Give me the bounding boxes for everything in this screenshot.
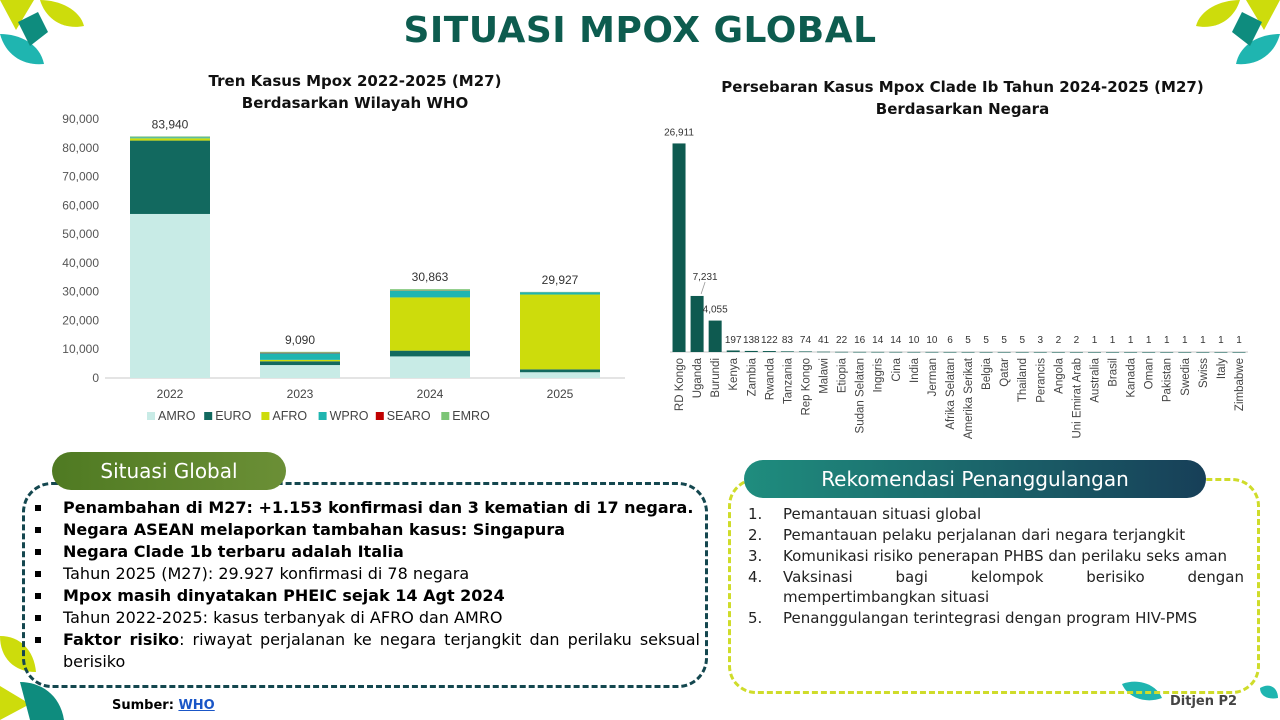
situasi-item: Mpox masih dinyatakan PHEIC sejak 14 Agt 2024 [34, 585, 700, 607]
country-bar [1214, 352, 1227, 353]
x-tick-label: 2025 [546, 387, 574, 401]
country-bar [1124, 352, 1137, 353]
country-label: Italy [1215, 358, 1228, 380]
country-label: Uganda [692, 358, 705, 399]
y-tick-label: 70,000 [62, 169, 99, 184]
country-label: Australia [1089, 358, 1102, 403]
y-tick-label: 90,000 [62, 112, 99, 126]
country-bar [1142, 352, 1155, 353]
country-label: Afrika Selatan [944, 358, 957, 430]
country-bar [799, 351, 812, 352]
country-value-label: 14 [890, 335, 902, 346]
bar-segment-amro [520, 372, 600, 378]
country-bar [907, 352, 920, 353]
chart1-title-line1: Tren Kasus Mpox 2022-2025 (M27) [208, 72, 502, 90]
country-label: Swedia [1179, 358, 1192, 396]
situasi-item: Tahun 2022-2025: kasus terbanyak di AFRO dan AMRO [34, 607, 700, 629]
bar-segment-emro [130, 136, 210, 137]
country-label: Uni Emirat Arab [1071, 358, 1084, 439]
chart2-title-line2: Berdasarkan Negara [875, 100, 1050, 118]
country-value-label: 16 [854, 335, 866, 346]
bar-segment-afro [260, 360, 340, 361]
situasi-global-heading: Situasi Global [52, 452, 286, 490]
legend-swatch-searo [376, 412, 384, 420]
rekomendasi-item [748, 608, 1244, 628]
country-label: Belgia [981, 358, 994, 390]
country-bar [709, 321, 722, 352]
bar-total-label: 29,927 [541, 272, 579, 287]
country-value-label: 2 [1055, 335, 1062, 346]
country-bar [745, 351, 758, 352]
country-bar [1052, 352, 1065, 353]
country-value-label: 4,055 [702, 304, 728, 316]
country-label: Kanada [1125, 358, 1138, 398]
country-bar [925, 352, 938, 353]
legend-label: WPRO [329, 409, 369, 423]
country-value-label: 5 [1001, 335, 1007, 346]
bar-total-label: 83,940 [151, 117, 189, 132]
rekomendasi-text: Pemantauan pelaku perjalanan dari negara terjangkit [783, 526, 1186, 544]
bar-segment-euro [390, 351, 470, 357]
legend-swatch-wpro [319, 412, 327, 420]
country-bar [781, 351, 794, 352]
country-value-label: 1 [1163, 335, 1170, 346]
source-note [112, 698, 215, 713]
country-value-label: 1 [1200, 335, 1206, 346]
x-tick-label: 2024 [416, 387, 444, 401]
country-label: Brasil [1107, 358, 1120, 387]
country-value-label: 7,231 [692, 271, 718, 283]
country-bar [727, 350, 740, 352]
y-tick-label: 10,000 [62, 342, 99, 357]
source-label: Sumber: [112, 698, 174, 713]
country-bar [980, 352, 993, 353]
bar-segment-amro [260, 365, 340, 378]
situasi-item-bold: Faktor risiko [63, 630, 180, 649]
rekomendasi-number: 1. [748, 505, 763, 523]
rekomendasi-number: 2. [748, 526, 763, 544]
country-value-label: 1 [1145, 335, 1152, 346]
legend-swatch-emro [441, 412, 449, 420]
country-bar [889, 352, 902, 353]
country-bar [835, 352, 848, 353]
bar-segment-searo [260, 353, 340, 354]
country-bar [1178, 352, 1191, 353]
legend-label: AFRO [272, 409, 308, 423]
legend-label: EMRO [452, 409, 490, 423]
situasi-global-list [34, 497, 700, 673]
country-value-label: 1 [1182, 335, 1188, 346]
bar-segment-wpro [130, 137, 210, 138]
situasi-item-rest: : riwayat perjalanan ke negara terjangkit dan perilaku seksual berisiko [63, 630, 700, 671]
country-bar [943, 352, 956, 353]
rekomendasi-number: 3. [748, 547, 763, 565]
country-bar [1034, 352, 1047, 353]
country-label: Pakistan [1161, 358, 1174, 403]
country-label: Inggris [872, 358, 885, 393]
country-value-label: 14 [872, 335, 884, 346]
country-label: Tanzania [782, 358, 795, 405]
country-label: Qatar [999, 358, 1012, 387]
country-value-label: 10 [908, 335, 920, 346]
country-label: Zimbabwe [1233, 358, 1246, 412]
y-tick-label: 20,000 [62, 313, 99, 328]
country-value-label: 41 [817, 335, 830, 346]
page-title: SITUASI MPOX GLOBAL [403, 10, 877, 51]
country-bar [998, 352, 1011, 353]
country-bar [1196, 352, 1209, 353]
country-value-label: 2 [1073, 335, 1080, 346]
rekomendasi-list [748, 504, 1244, 629]
bar-segment-euro [130, 141, 210, 214]
situasi-item [34, 629, 700, 673]
country-value-label: 197 [724, 335, 742, 346]
source-link[interactable]: WHO [178, 698, 215, 713]
chart1-stacked-bar [50, 108, 640, 438]
legend-swatch-euro [204, 412, 212, 420]
country-value-label: 1 [1236, 335, 1242, 346]
country-label: Zambia [746, 358, 759, 397]
bar-segment-euro [520, 369, 600, 372]
country-value-label: 26,911 [664, 127, 694, 139]
y-tick-label: 30,000 [62, 284, 99, 299]
bar-segment-emro [390, 289, 470, 290]
country-label: Oman [1143, 358, 1156, 390]
rekomendasi-text: Pemantauan situasi global [783, 505, 982, 523]
rekomendasi-number: 5. [748, 609, 763, 627]
country-label: RD Kongo [674, 358, 687, 412]
rekomendasi-item [748, 546, 1244, 566]
situasi-item: Tahun 2025 (M27): 29.927 konfirmasi di 78 negara [34, 563, 700, 585]
y-tick-label: 50,000 [62, 227, 99, 242]
rekomendasi-text: Komunikasi risiko penerapan PHBS dan perilaku seks aman [783, 547, 1228, 565]
country-value-label: 1 [1127, 335, 1134, 346]
situasi-item: Negara Clade 1b terbaru adalah Italia [34, 541, 700, 563]
country-bar [1106, 352, 1119, 353]
country-value-label: 83 [781, 335, 793, 346]
label-leader-line [701, 282, 705, 294]
country-label: Burundi [710, 358, 723, 398]
situasi-item: Penambahan di M27: +1.153 konfirmasi dan 3 kematian di 17 negara. [34, 497, 700, 519]
bar-segment-afro [130, 138, 210, 140]
country-value-label: 122 [761, 335, 778, 346]
country-label: Kenya [728, 358, 741, 391]
rekomendasi-number: 4. [748, 568, 763, 586]
rekomendasi-item [748, 504, 1244, 524]
country-label: Cina [890, 358, 903, 382]
country-bar [1070, 352, 1083, 353]
country-value-label: 6 [947, 335, 953, 346]
y-tick-label: 80,000 [62, 140, 99, 155]
bar-segment-afro [520, 295, 600, 370]
legend-label: EURO [215, 409, 252, 423]
country-bar [817, 352, 830, 353]
country-label: India [908, 358, 921, 383]
country-bar [691, 296, 704, 352]
bar-segment-afro [390, 297, 470, 350]
country-bar [962, 352, 975, 353]
bar-segment-wpro [390, 291, 470, 298]
country-label: Thailand [1017, 358, 1030, 403]
chart2-country-bar [650, 110, 1260, 450]
legend-label: AMRO [158, 409, 196, 423]
bar-segment-amro [390, 356, 470, 378]
country-bar [1016, 352, 1029, 353]
bar-segment-wpro [520, 292, 600, 294]
country-label: Malawi [818, 358, 831, 394]
country-label: Jerman [926, 358, 939, 397]
country-value-label: 10 [926, 335, 938, 346]
country-value-label: 5 [983, 335, 989, 346]
country-value-label: 1 [1091, 335, 1098, 346]
bar-segment-emro [260, 352, 340, 353]
footer-logo-text: Ditjen P2 [1170, 694, 1238, 709]
rekomendasi-text: Penanggulangan terintegrasi dengan program HIV-PMS [783, 609, 1198, 627]
country-label: Amerika Serikat [963, 358, 976, 440]
legend-label: SEARO [386, 409, 431, 423]
x-tick-label: 2023 [286, 387, 314, 401]
y-tick-label: 0 [92, 371, 99, 385]
x-tick-label: 2022 [156, 387, 184, 401]
y-tick-label: 60,000 [62, 198, 99, 213]
rekomendasi-item [748, 567, 1244, 607]
rekomendasi-item [748, 525, 1244, 545]
country-label: Sudan Selatan [854, 358, 867, 434]
country-value-label: 5 [1019, 335, 1025, 346]
country-bar [763, 351, 776, 352]
bar-total-label: 30,863 [411, 270, 449, 285]
country-label: Rwanda [764, 358, 777, 401]
country-bar [1232, 352, 1245, 353]
country-value-label: 22 [836, 335, 848, 346]
legend-swatch-afro [261, 412, 269, 420]
bar-segment-euro [260, 361, 340, 365]
situasi-item: Negara ASEAN melaporkan tambahan kasus: Singapura [34, 519, 700, 541]
country-bar [853, 352, 866, 353]
country-value-label: 1 [1109, 335, 1116, 346]
bar-segment-amro [130, 214, 210, 378]
country-label: Perancis [1035, 358, 1048, 403]
country-value-label: 138 [742, 335, 760, 346]
country-bar [673, 143, 686, 352]
country-label: Rep Kongo [800, 358, 813, 416]
country-label: Swiss [1197, 358, 1210, 389]
y-tick-label: 40,000 [62, 255, 99, 270]
country-value-label: 1 [1218, 335, 1224, 346]
bar-segment-wpro [260, 353, 340, 360]
country-value-label: 5 [965, 335, 971, 346]
rekomendasi-text: Vaksinasi bagi kelompok berisiko dengan mempertimbangkan situasi [783, 568, 1244, 606]
bar-total-label: 9,090 [284, 332, 316, 347]
legend-swatch-amro [147, 412, 155, 420]
country-label: Angola [1053, 358, 1066, 394]
country-label: Etiopia [836, 358, 849, 394]
chart2-title-line1: Persebaran Kasus Mpox Clade Ib Tahun 2024-2025 (M27) [721, 78, 1204, 96]
rekomendasi-heading: Rekomendasi Penanggulangan [744, 460, 1206, 498]
country-bar [1088, 352, 1101, 353]
chart1-title-line2: Berdasarkan Wilayah WHO [241, 94, 469, 112]
country-value-label: 3 [1037, 335, 1044, 346]
country-bar [871, 352, 884, 353]
country-bar [1160, 352, 1173, 353]
country-value-label: 74 [799, 335, 812, 346]
